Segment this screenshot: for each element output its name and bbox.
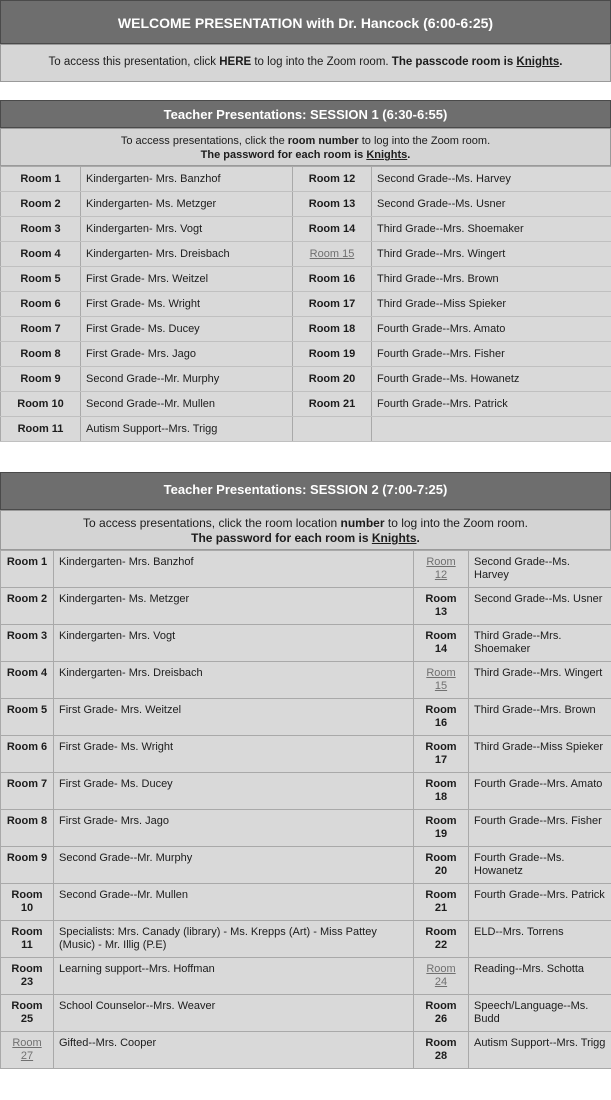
session1-title: Teacher Presentations: SESSION 1 (6:30-6:55) bbox=[0, 100, 611, 128]
teacher-name: First Grade- Mrs. Weitzel bbox=[81, 267, 293, 292]
welcome-title: WELCOME PRESENTATION with Dr. Hancock (6:00-6:25) bbox=[0, 0, 611, 44]
welcome-passcode: Knights bbox=[516, 56, 560, 68]
room-number-link[interactable]: Room 6 bbox=[1, 292, 81, 317]
table-row bbox=[1, 625, 611, 662]
room-number-link[interactable]: Room 5 bbox=[1, 267, 81, 292]
room-number-link[interactable]: Room 6 bbox=[1, 736, 54, 773]
room-number-link[interactable]: Room 5 bbox=[1, 699, 54, 736]
teacher-name: Third Grade--Mrs. Wingert bbox=[469, 662, 611, 699]
room-number-link[interactable]: Room 11 bbox=[1, 921, 54, 958]
table-row bbox=[1, 662, 611, 699]
teacher-name: Second Grade--Mr. Murphy bbox=[81, 367, 293, 392]
teacher-name: Kindergarten- Ms. Metzger bbox=[81, 192, 293, 217]
welcome-passcode-label: The passcode room is bbox=[391, 56, 517, 68]
room-number-link[interactable]: Room 4 bbox=[1, 662, 54, 699]
room-number-link[interactable]: Room 10 bbox=[1, 884, 54, 921]
teacher-name: Learning support--Mrs. Hoffman bbox=[54, 958, 414, 995]
table-row bbox=[1, 267, 611, 292]
session1-room-table bbox=[0, 166, 611, 442]
table-row bbox=[1, 367, 611, 392]
session2-room-table bbox=[0, 550, 611, 1069]
welcome-period: . bbox=[559, 56, 563, 68]
session2-instructions bbox=[0, 510, 611, 550]
room-number-link[interactable]: Room 20 bbox=[414, 847, 469, 884]
room-number-link[interactable]: Room 11 bbox=[1, 417, 81, 442]
room-number-link[interactable]: Room 3 bbox=[1, 625, 54, 662]
teacher-name: Fourth Grade--Mrs. Amato bbox=[469, 773, 611, 810]
room-number-link[interactable]: Room 24 bbox=[414, 958, 469, 995]
table-row bbox=[1, 588, 611, 625]
session1-line1-bold: room number bbox=[287, 135, 359, 147]
room-number-link[interactable]: Room 10 bbox=[1, 392, 81, 417]
room-number-link[interactable]: Room 9 bbox=[1, 367, 81, 392]
room-number-link[interactable]: Room 8 bbox=[1, 810, 54, 847]
teacher-name: First Grade- Mrs. Jago bbox=[81, 342, 293, 367]
room-number-link[interactable]: Room 18 bbox=[414, 773, 469, 810]
teacher-name: First Grade- Mrs. Jago bbox=[54, 810, 414, 847]
teacher-name: Second Grade--Ms. Usner bbox=[469, 588, 611, 625]
teacher-name: Third Grade--Mrs. Brown bbox=[469, 699, 611, 736]
table-row bbox=[1, 167, 611, 192]
table-row bbox=[1, 242, 611, 267]
teacher-name: Fourth Grade--Mrs. Amato bbox=[372, 317, 611, 342]
teacher-name: Third Grade--Miss Spieker bbox=[372, 292, 611, 317]
session1-section bbox=[0, 100, 611, 442]
table-row bbox=[1, 921, 611, 958]
teacher-name: Autism Support--Mrs. Trigg bbox=[469, 1032, 611, 1069]
room-number-link[interactable]: Room 23 bbox=[1, 958, 54, 995]
teacher-name: ELD--Mrs. Torrens bbox=[469, 921, 611, 958]
session1-instruction-line1 bbox=[1, 134, 610, 148]
teacher-name: Third Grade--Miss Spieker bbox=[469, 736, 611, 773]
teacher-name: Kindergarten- Mrs. Dreisbach bbox=[54, 662, 414, 699]
session2-instruction-line2 bbox=[1, 531, 610, 546]
teacher-name: First Grade- Ms. Ducey bbox=[81, 317, 293, 342]
table-row bbox=[1, 884, 611, 921]
session1-instructions bbox=[0, 128, 611, 166]
session2-period: . bbox=[416, 531, 420, 545]
empty-cell bbox=[293, 417, 372, 442]
table-row bbox=[1, 773, 611, 810]
session2-line1-bold: number bbox=[340, 516, 385, 530]
welcome-instructions bbox=[0, 44, 611, 82]
session2-instruction-line1 bbox=[1, 516, 610, 531]
room-number-link[interactable]: Room 19 bbox=[414, 810, 469, 847]
teacher-name: Kindergarten- Mrs. Banzhof bbox=[81, 167, 293, 192]
room-number-link[interactable]: Room 15 bbox=[414, 662, 469, 699]
session1-line2-pre: The password for each room is bbox=[200, 149, 367, 161]
room-number-link[interactable]: Room 14 bbox=[414, 625, 469, 662]
teacher-name: Kindergarten- Mrs. Vogt bbox=[54, 625, 414, 662]
room-number-link[interactable]: Room 22 bbox=[414, 921, 469, 958]
room-number-link[interactable]: Room 7 bbox=[1, 317, 81, 342]
teacher-name: Third Grade--Mrs. Shoemaker bbox=[469, 625, 611, 662]
teacher-name: Kindergarten- Mrs. Banzhof bbox=[54, 551, 414, 588]
table-row bbox=[1, 810, 611, 847]
teacher-name: First Grade- Ms. Wright bbox=[81, 292, 293, 317]
table-row bbox=[1, 417, 611, 442]
room-number-link[interactable]: Room 26 bbox=[414, 995, 469, 1032]
session2-line2-pre: The password for each room is bbox=[191, 531, 372, 545]
session1-instruction-line2 bbox=[1, 148, 610, 162]
room-number-link[interactable]: Room 8 bbox=[1, 342, 81, 367]
empty-cell bbox=[372, 417, 611, 442]
room-number-link[interactable]: Room 20 bbox=[293, 367, 372, 392]
teacher-name: Kindergarten- Mrs. Vogt bbox=[81, 217, 293, 242]
room-number-link[interactable]: Room 14 bbox=[293, 217, 372, 242]
teacher-name: Fourth Grade--Mrs. Patrick bbox=[469, 884, 611, 921]
table-row bbox=[1, 1032, 611, 1069]
session2-line1-pre: To access presentations, click the room location bbox=[83, 516, 341, 530]
session1-password: Knights bbox=[366, 149, 408, 161]
room-number-link[interactable]: Room 4 bbox=[1, 242, 81, 267]
room-number-link[interactable]: Room 1 bbox=[1, 551, 54, 588]
teacher-name: Second Grade--Ms. Harvey bbox=[469, 551, 611, 588]
welcome-text-mid: to log into the Zoom room. bbox=[251, 56, 392, 68]
table-row bbox=[1, 192, 611, 217]
teacher-name: Third Grade--Mrs. Brown bbox=[372, 267, 611, 292]
room-number-link[interactable]: Room 2 bbox=[1, 192, 81, 217]
teacher-name: Fourth Grade--Mrs. Fisher bbox=[372, 342, 611, 367]
room-number-link[interactable]: Room 13 bbox=[293, 192, 372, 217]
table-row bbox=[1, 317, 611, 342]
room-number-link[interactable]: Room 17 bbox=[414, 736, 469, 773]
teacher-name: Third Grade--Mrs. Shoemaker bbox=[372, 217, 611, 242]
teacher-name: Fourth Grade--Ms. Howanetz bbox=[469, 847, 611, 884]
table-row bbox=[1, 736, 611, 773]
teacher-name: Second Grade--Mr. Mullen bbox=[81, 392, 293, 417]
room-number-link[interactable]: Room 16 bbox=[414, 699, 469, 736]
room-number-link[interactable]: Room 25 bbox=[1, 995, 54, 1032]
teacher-name: Third Grade--Mrs. Wingert bbox=[372, 242, 611, 267]
room-number-link[interactable]: Room 18 bbox=[293, 317, 372, 342]
teacher-name: Fourth Grade--Mrs. Fisher bbox=[469, 810, 611, 847]
teacher-name: Second Grade--Ms. Harvey bbox=[372, 167, 611, 192]
teacher-name: Specialists: Mrs. Canady (library) - Ms. Krepps (Art) - Miss Pattey (Music) - Mr. Illig (P.E) bbox=[54, 921, 414, 958]
session1-period: . bbox=[407, 149, 411, 161]
welcome-text-pre: To access this presentation, click bbox=[48, 56, 220, 68]
room-number-link[interactable]: Room 17 bbox=[293, 292, 372, 317]
room-number-link[interactable]: Room 2 bbox=[1, 588, 54, 625]
session2-line1-post: to log into the Zoom room. bbox=[384, 516, 528, 530]
teacher-name: Kindergarten- Ms. Metzger bbox=[54, 588, 414, 625]
teacher-name: Reading--Mrs. Schotta bbox=[469, 958, 611, 995]
room-number-link[interactable]: Room 1 bbox=[1, 167, 81, 192]
table-row bbox=[1, 995, 611, 1032]
teacher-name: Fourth Grade--Mrs. Patrick bbox=[372, 392, 611, 417]
teacher-name: Gifted--Mrs. Cooper bbox=[54, 1032, 414, 1069]
session2-section bbox=[0, 472, 611, 1069]
room-number-link[interactable]: Room 12 bbox=[293, 167, 372, 192]
room-number-link[interactable]: Room 9 bbox=[1, 847, 54, 884]
table-row bbox=[1, 551, 611, 588]
room-number-link[interactable]: Room 19 bbox=[293, 342, 372, 367]
teacher-name: Speech/Language--Ms. Budd bbox=[469, 995, 611, 1032]
table-row bbox=[1, 699, 611, 736]
teacher-name: Second Grade--Mr. Mullen bbox=[54, 884, 414, 921]
table-row bbox=[1, 958, 611, 995]
welcome-here-link[interactable]: HERE bbox=[219, 56, 252, 68]
room-number-link[interactable]: Room 28 bbox=[414, 1032, 469, 1069]
room-number-link[interactable]: Room 3 bbox=[1, 217, 81, 242]
teacher-name: Autism Support--Mrs. Trigg bbox=[81, 417, 293, 442]
room-number-link[interactable]: Room 21 bbox=[293, 392, 372, 417]
teacher-name: First Grade- Ms. Wright bbox=[54, 736, 414, 773]
teacher-name: First Grade- Mrs. Weitzel bbox=[54, 699, 414, 736]
teacher-name: Second Grade--Ms. Usner bbox=[372, 192, 611, 217]
session1-line1-pre: To access presentations, click the bbox=[120, 135, 288, 147]
teacher-name: Kindergarten- Mrs. Dreisbach bbox=[81, 242, 293, 267]
session2-password: Knights bbox=[371, 531, 417, 545]
room-number-link[interactable]: Room 21 bbox=[414, 884, 469, 921]
teacher-name: Fourth Grade--Ms. Howanetz bbox=[372, 367, 611, 392]
session1-line1-post: to log into the Zoom room. bbox=[358, 135, 491, 147]
teacher-name: School Counselor--Mrs. Weaver bbox=[54, 995, 414, 1032]
room-number-link[interactable]: Room 12 bbox=[414, 551, 469, 588]
room-number-link[interactable]: Room 27 bbox=[1, 1032, 54, 1069]
session2-title: Teacher Presentations: SESSION 2 (7:00-7:25) bbox=[0, 472, 611, 510]
table-row bbox=[1, 217, 611, 242]
room-number-link[interactable]: Room 13 bbox=[414, 588, 469, 625]
room-number-link[interactable]: Room 7 bbox=[1, 773, 54, 810]
room-number-link[interactable]: Room 16 bbox=[293, 267, 372, 292]
teacher-name: Second Grade--Mr. Murphy bbox=[54, 847, 414, 884]
table-row bbox=[1, 342, 611, 367]
teacher-name: First Grade- Ms. Ducey bbox=[54, 773, 414, 810]
room-number-link[interactable]: Room 15 bbox=[293, 242, 372, 267]
table-row bbox=[1, 392, 611, 417]
table-row bbox=[1, 292, 611, 317]
table-row bbox=[1, 847, 611, 884]
welcome-section bbox=[0, 0, 611, 82]
